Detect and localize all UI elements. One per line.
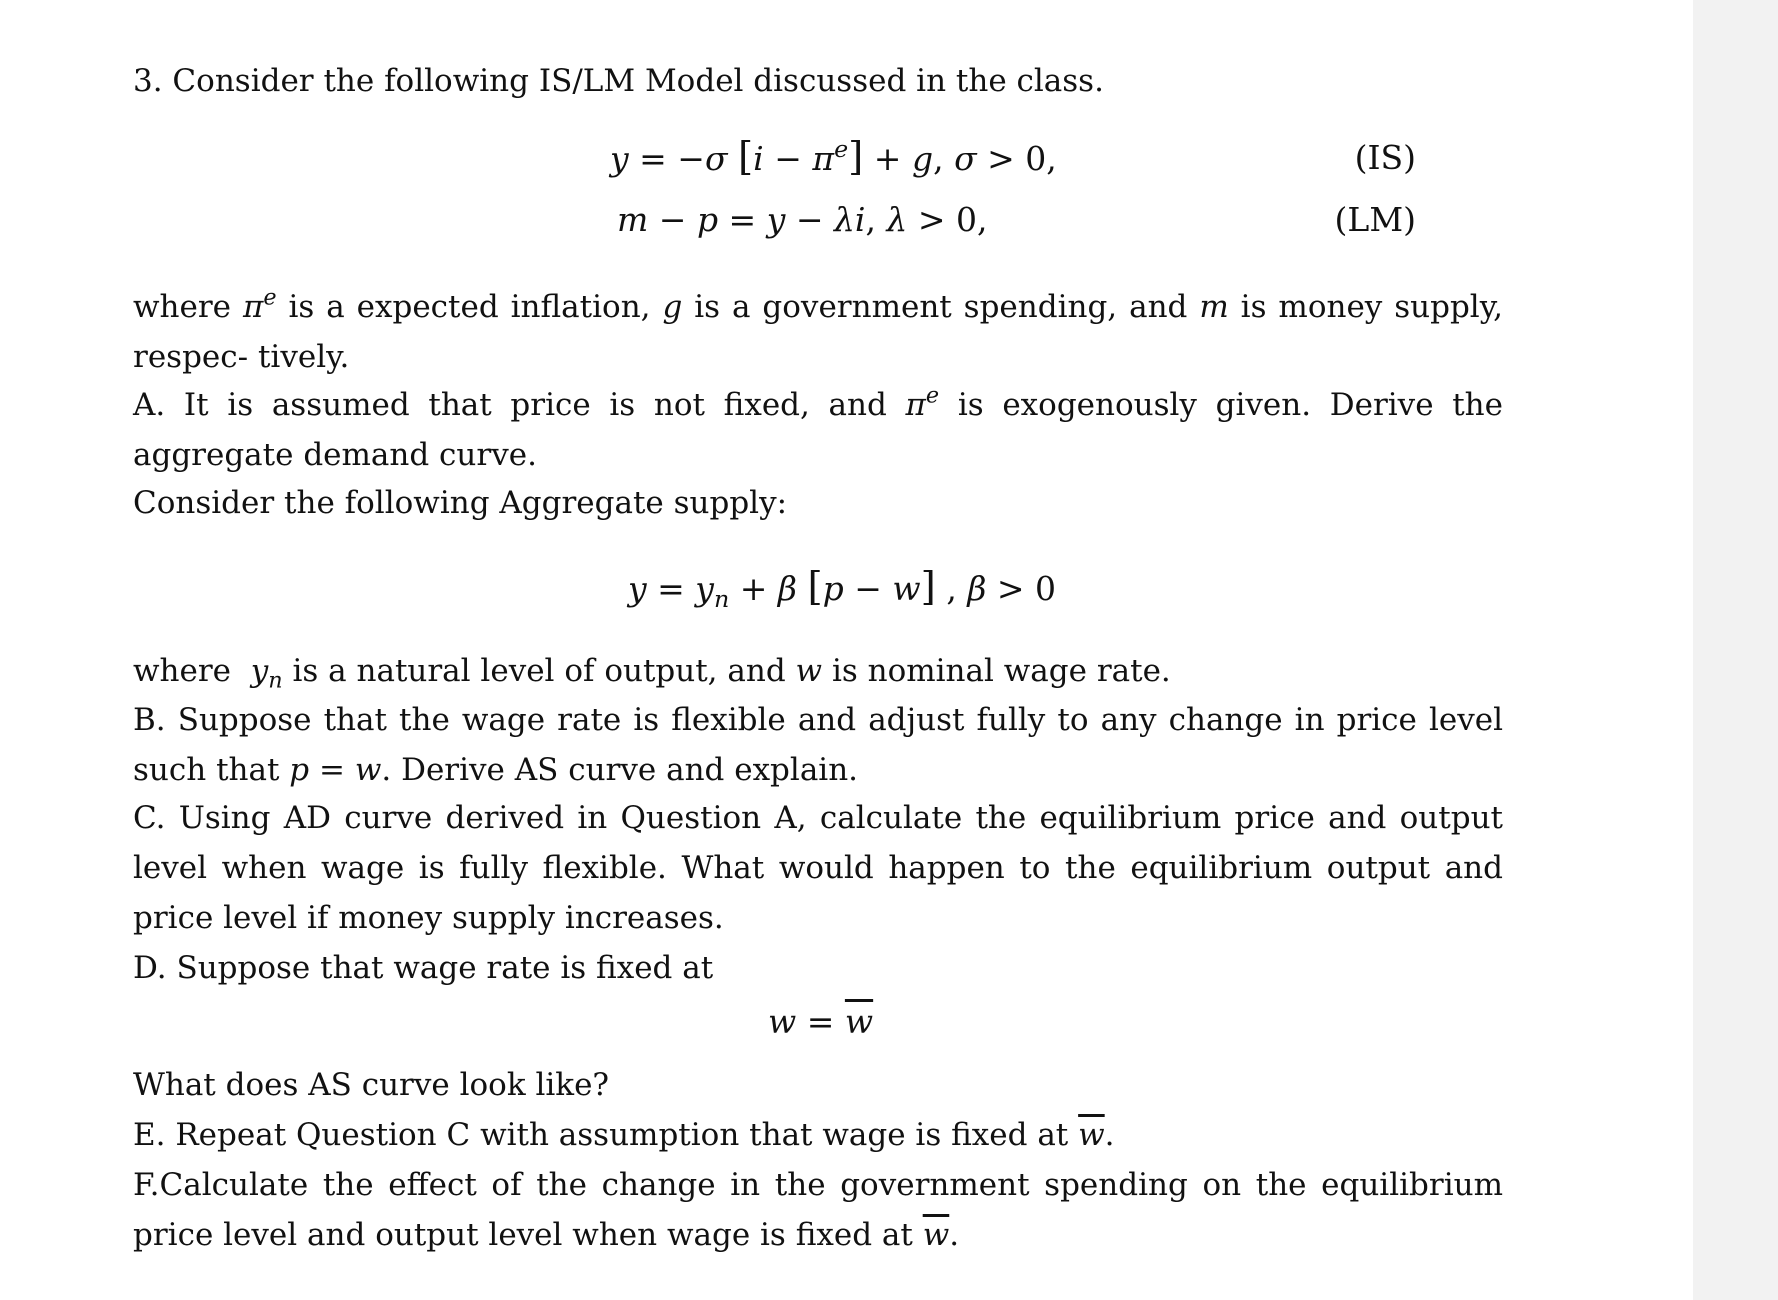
part-f-text: F.Calculate the effect of the change in the government spending on the equilibrium price level and output level when wage is fixed at $\overline{w}$.: [133, 1167, 1503, 1253]
part-a-text: A. It is assumed that price is not fixed, and $\pi^e$ is exogenously given. Derive the aggregate demand curve.: [133, 382, 1503, 473]
fixed-wage-equation: $w = \overline{w}$: [768, 1002, 874, 1041]
lm-equation: m − p = y − λi, λ > 0,: [617, 200, 988, 239]
is-equation-tag: (IS): [1354, 138, 1416, 177]
variable-definitions: where $\pi^e$ is a expected inflation, g is a government spending, and m is money supply, respec- tively.: [133, 284, 1503, 375]
lm-equation-tag: (LM): [1334, 200, 1416, 239]
as-variable-definitions: where $y_n$ is a natural level of output, and w is nominal wage rate.: [133, 653, 1171, 694]
part-e-text: E. Repeat Question C with assumption that wage is fixed at $\overline{w}$.: [133, 1117, 1115, 1153]
part-b-text: B. Suppose that the wage rate is flexible and adjust fully to any change in price level such that p = w. Derive AS curve and explain.: [133, 702, 1503, 788]
consider-aggregate-supply: Consider the following Aggregate supply:: [133, 485, 788, 521]
question-heading: 3. Consider the following IS/LM Model discussed in the class.: [133, 63, 1104, 99]
viewer-side-strip: [1693, 0, 1778, 1300]
is-equation: y = −σ $[i - \pi^e] + g$, σ > 0,: [610, 134, 1057, 180]
part-c-text: C. Using AD curve derived in Question A, calculate the equilibrium price and output level when wage is fully flexible. What would happen to the equilibrium output and price level if money supply increases.: [133, 800, 1503, 936]
part-d-question: What does AS curve look like?: [133, 1067, 610, 1103]
part-d-text: D. Suppose that wage rate is fixed at: [133, 950, 714, 986]
as-equation: $y = y_n + \beta$ [p − w] , β > 0: [628, 565, 1057, 614]
